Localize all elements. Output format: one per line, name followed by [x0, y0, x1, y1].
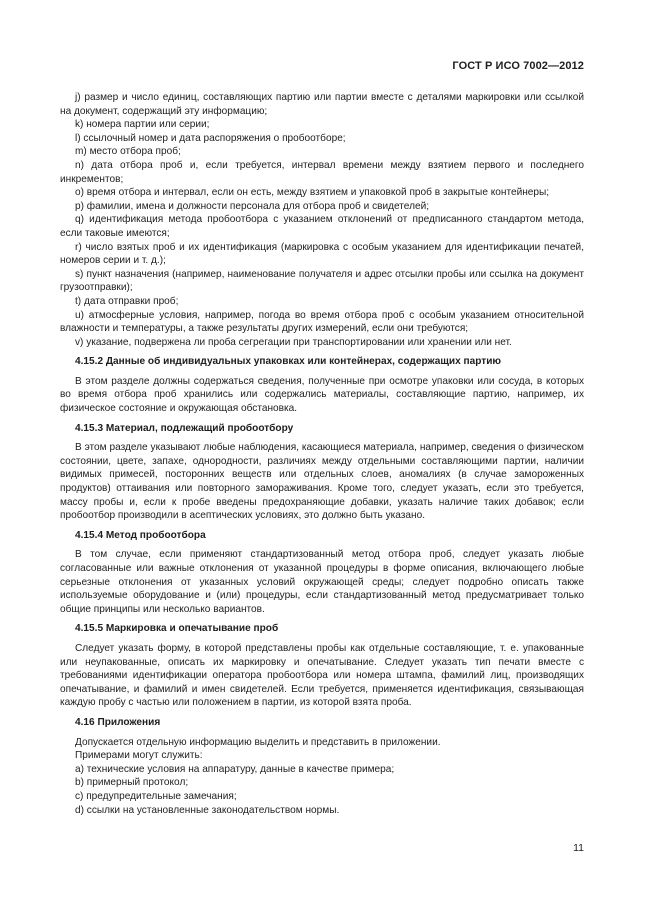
list-item: p) фамилии, имена и должности персонала для отбора проб и свидетелей;: [75, 200, 430, 212]
list-item: o) время отбора и интервал, если он есть, между взятием и упаковкой проб в закрытые контейнеры;: [75, 187, 550, 199]
list-item: v) указание, подвержена ли проба сегрегации при транспортировании или хранении или нет.: [75, 336, 512, 348]
list-item: t) дата отправки проб;: [75, 295, 179, 307]
paragraph: Примерами могут служить:: [75, 750, 203, 762]
section-4-15-2: [60, 355, 584, 415]
section-4-15-3: [60, 422, 584, 523]
list-item: j) размер и число единиц, составляющих партию или партии вместе с деталями маркировки или ссылкой на документ, содержащий эту информацию;: [60, 92, 584, 117]
standard-header: ГОСТ Р ИСО 7002—2012: [452, 60, 584, 72]
list-item: b) примерный протокол;: [75, 777, 189, 789]
section-heading: 4.15.3 Материал, подлежащий пробоотбору: [75, 422, 294, 434]
paragraph: Следует указать форму, в которой представлены пробы как отдельные составляющие, т. е. упакованные или неупакованные, описать их маркировку и опечатывание. Следует указать тип печати вместе с требованиями идентификации оператора пробоотбора или номера штампа, фамилий лиц, производящих опечатывание, и фамилий и имен свидетелей. Если требуется, применяется идентификация, связывающая каждую пробу с частью или положением в партии, из которой взята проба.: [60, 642, 584, 709]
section-heading: 4.15.2 Данные об индивидуальных упаковках или контейнерах, содержащих партию: [75, 356, 502, 368]
document-body: [60, 91, 584, 817]
list-item: c) предупредительные замечания;: [75, 790, 237, 802]
requirements-list: [60, 91, 584, 349]
list-item: s) пункт назначения (например, наименование получателя и адрес отсылки пробы или ссылка на документ грузоотправки);: [60, 268, 584, 294]
list-item: a) технические условия на аппаратуру, данные в качестве примера;: [75, 763, 395, 775]
list-item: u) атмосферные условия, например, погода во время отбора проб с особым указанием относительной влажности и температуры, а также результаты других измерений, если они требуются;: [60, 309, 584, 335]
section-heading: 4.15.4 Метод пробоотбора: [75, 529, 206, 541]
list-item: m) место отбора проб;: [75, 146, 181, 158]
list-item: r) число взятых проб и их идентификация (маркировка с особым указанием для идентификации печатей, номеров серии и т. д.);: [60, 241, 584, 267]
section-4-15-4: [60, 529, 584, 617]
list-item: n) дата отбора проб и, если требуется, интервал времени между взятием первого и последнего инкрементов;: [60, 159, 584, 185]
list-item: l) ссылочный номер и дата распоряжения о пробоотборе;: [75, 132, 346, 144]
section-4-15-5: [60, 622, 584, 710]
paragraph: В этом разделе должны содержаться сведения, полученные при осмотре упаковки или сосуда, в которых во время отбора проб хранились или содержались материалы, составляющие партию, например, их физическое состояние и окружающая обстановка.: [60, 375, 584, 415]
section-heading: 4.15.5 Маркировка и опечатывание проб: [75, 623, 279, 635]
section-4-16: [60, 716, 584, 817]
list-item: k) номера партии или серии;: [75, 119, 210, 131]
paragraph: Допускается отдельную информацию выделить и представить в приложении.: [75, 736, 441, 748]
list-item: d) ссылки на установленные законодательством нормы.: [75, 804, 340, 816]
paragraph: В том случае, если применяют стандартизованный метод отбора проб, следует указать любые согласованные или важные отклонения от указанной процедуры в форме описания, включающего любые серьезные отклонения от указанных условий окружающей среды; следует подробно описать также используемые оборудование и (или) процедуры, если стандартизованный метод предусматривает только общие принципы или несколько вариантов.: [60, 549, 584, 615]
list-item: q) идентификация метода пробоотбора с указанием отклонений от предписанного стандартом метода, если таковые имеются;: [60, 214, 584, 239]
page-number: 11: [573, 842, 584, 854]
paragraph: В этом разделе указывают любые наблюдения, касающиеся материала, например, сведения о физическом состоянии, цвете, запахе, однородности, различиях между отдельными составляющими партии, наличии видимых примесей, посторонних веществ или отдельных слоев, аномалиях (в случае замороженных продуктов) оттаивания или повторного замораживания. Кроме того, следует указать, если это требуется, массу пробы и, если к пробе введены предохраняющие добавки, указать наличие таких добавок; если пробоотбор производили в асептических условиях, это должно быть указано.: [60, 442, 584, 522]
section-heading: 4.16 Приложения: [75, 716, 161, 728]
